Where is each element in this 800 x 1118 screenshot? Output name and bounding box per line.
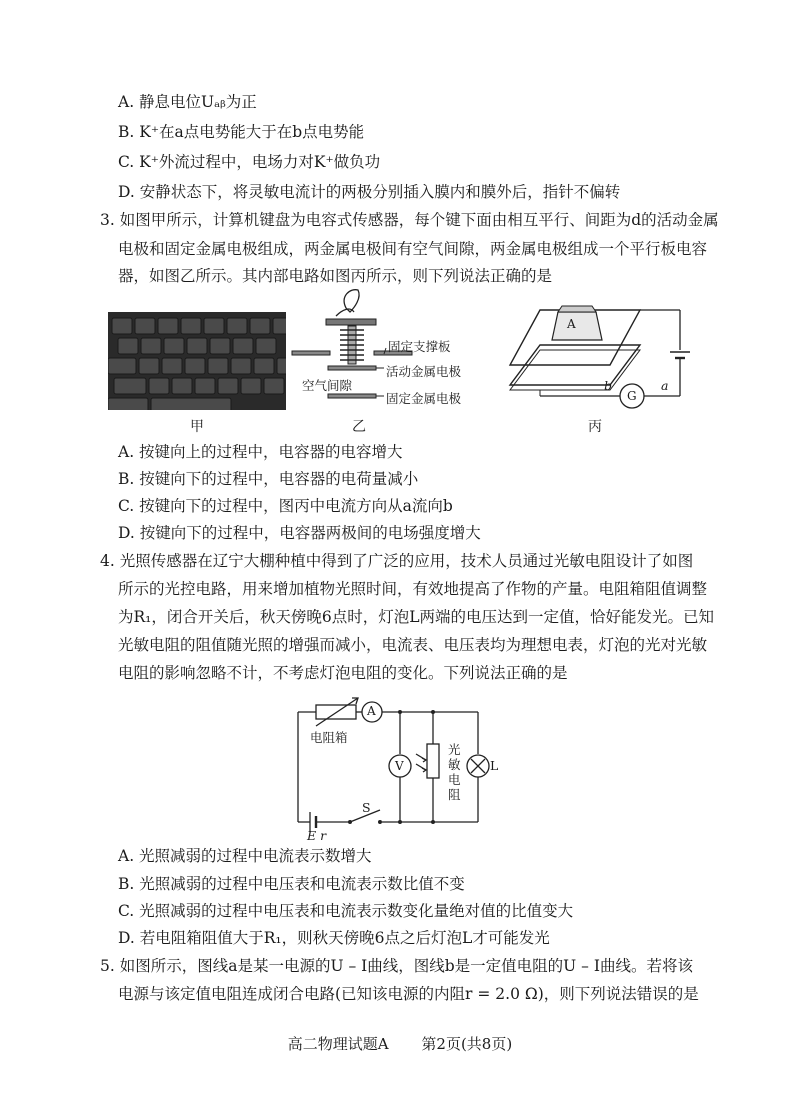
switch-label: S <box>362 800 371 815</box>
q4-option-a: A. 光照减弱的过程中电流表示数增大 <box>118 847 372 865</box>
footer-page-number: 第2页(共8页) <box>421 1035 513 1053</box>
fig3-label-bing: 丙 <box>588 419 602 435</box>
q3-stem-line-1: 3. 如图甲所示，计算机键盘为电容式传感器，每个键下面由相互平行、间距为d的活动金属 <box>100 211 719 229</box>
q4-stem-line-1: 4. 光照传感器在辽宁大棚种植中得到了广泛的应用，技术人员通过光敏电阻设计了如图 <box>100 552 694 570</box>
photo-char-4: 阻 <box>448 787 461 802</box>
q3-option-c: C. 按键向下的过程中，图丙中电流方向从a流向b <box>118 497 453 515</box>
galvanometer-label: G <box>627 389 637 403</box>
q3-stem-line-3: 器，如图乙所示。其内部电路如图丙所示，则下列说法正确的是 <box>118 267 553 285</box>
q2-option-a: A. 静息电位Uₐᵦ为正 <box>118 93 257 111</box>
label-air-gap: 空气间隙 <box>302 378 353 393</box>
q4-stem-line-2: 所示的光控电路，用来增加植物光照时间，有效地提高了作物的产量。电阻箱阻值调整 <box>118 580 708 598</box>
fig3-label-jia: 甲 <box>190 419 204 435</box>
resistance-box-label: 电阻箱 <box>310 730 348 745</box>
point-a-label: a <box>661 378 669 393</box>
ammeter-label: A <box>367 704 376 718</box>
label-fixed-support: 固定支撑板 <box>388 339 451 354</box>
photo-char-2: 敏 <box>448 757 461 772</box>
q3-stem-line-2: 电极和固定金属电极组成，两金属电极间有空气间隙，两金属电极组成一个平行板电容 <box>118 240 708 258</box>
q5-stem-line-1: 5. 如图所示，图线a是某一电源的U – I曲线，图线b是一定值电阻的U – I曲线。若将该 <box>100 957 693 975</box>
q4-stem-line-3: 为R₁，闭合开关后，秋天傍晚6点时，灯泡L两端的电压达到一定值，恰好能发光。已知 <box>118 608 715 626</box>
block-label-a: A <box>567 317 576 331</box>
label-moving-electrode: 活动金属电极 <box>386 364 462 379</box>
fig3-label-yi: 乙 <box>352 419 366 435</box>
page-footer <box>0 1033 800 1054</box>
q2-option-d: D. 安静状态下，将灵敏电流计的两极分别插入膜内和膜外后，指针不偏转 <box>118 183 621 201</box>
q4-option-b: B. 光照减弱的过程中电压表和电流表示数比值不变 <box>118 875 465 893</box>
point-b-label: b <box>604 378 613 393</box>
photo-char-1: 光 <box>448 742 461 757</box>
label-fixed-electrode: 固定金属电极 <box>386 391 462 406</box>
photoresistor-label <box>448 742 462 802</box>
q4-stem-line-5: 电阻的影响忽略不计，不考虑灯泡电阻的变化。下列说法正确的是 <box>118 664 568 682</box>
q5-stem-line-2: 电源与该定值电阻连成闭合电路(已知该电源的内阻r = 2.0 Ω)，则下列说法错误的是 <box>118 985 699 1003</box>
photo-char-3: 电 <box>448 772 461 787</box>
capacitor-circuit-diagram <box>500 290 700 410</box>
q3-option-a: A. 按键向上的过程中，电容器的电容增大 <box>118 443 403 461</box>
footer-title: 高二物理试题A <box>287 1035 389 1053</box>
keyboard-photo <box>108 312 286 410</box>
q2-option-b: B. K⁺在a点电势能大于在b点电势能 <box>118 123 365 141</box>
q4-option-d: D. 若电阻箱阻值大于R₁，则秋天傍晚6点之后灯泡L才可能发光 <box>118 929 550 947</box>
q3-option-d: D. 按键向下的过程中，电容器两极间的电场强度增大 <box>118 524 481 542</box>
q4-stem-line-4: 光敏电阻的阻值随光照的增强而减小，电流表、电压表均为理想电表，灯泡的光对光敏 <box>118 636 708 654</box>
q3-option-b: B. 按键向下的过程中，电容器的电荷量减小 <box>118 470 419 488</box>
q4-option-c: C. 光照减弱的过程中电压表和电流表示数变化量绝对值的比值变大 <box>118 902 574 920</box>
voltmeter-label: V <box>395 759 404 773</box>
lamp-label: L <box>490 758 499 773</box>
source-label: E r <box>307 828 327 843</box>
q2-option-c: C. K⁺外流过程中，电场力对K⁺做负功 <box>118 153 381 171</box>
